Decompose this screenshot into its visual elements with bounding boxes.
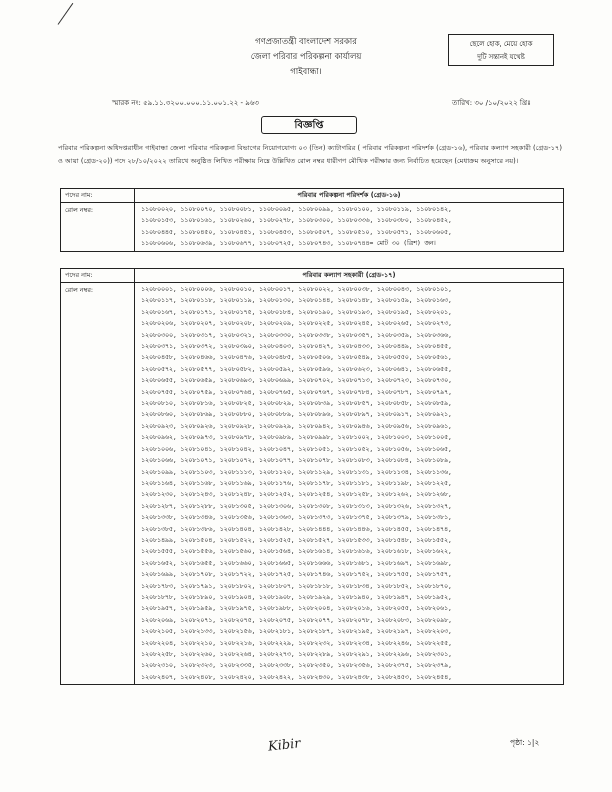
post-label: পদের নাম: bbox=[61, 189, 135, 202]
table-header-row bbox=[61, 189, 563, 203]
roll-line: ১২০৮০৩০০, ১২০৮০৩১৭, ১২০৮০৩২১, ১২০৮০৩৩০, ১২০৮০৩৩৮, ১২০৮০৩৫৭, ১২০৮০৩৫৯, ১২০৮০৩৬৬, bbox=[141, 331, 452, 339]
roll-line: ১২০৮০৭৫৫, ১২০৮০৭৫৯, ১২০৮০৭৬৪, ১২০৮০৭৬৫, ১২০৮০৭৬৭, ১২০৮০৭৮৪, ১২০৮০৭৮৭, ১২০৮০৭৯৭, bbox=[141, 388, 452, 396]
roll-line: ১১০৮০১৫৩, ১১০৮০১৬১, ১১০৮০২৬০, ১১০৮০২৭৮, ১১০৮০৩০০, ১১০৮০৩৩৬, ১১০৮০৩৮০, ১১০৮০৪৫২, bbox=[141, 217, 452, 225]
header-line-government: গণপ্রজাতন্ত্রী বাংলাদেশ সরকার bbox=[255, 36, 357, 46]
header-line-district: গাইবান্ধা। bbox=[290, 66, 322, 76]
roll-line: ১২০৮২১০৫, ১২০৮২১৩৩, ১২০৮২১৫৬, ১২০৮২১৮১, ১২০৮২১৮৭, ১২০৮২১৯৫, ১২০৮২১৯৭, ১২০৮২২০৩, bbox=[141, 628, 452, 636]
roll-line: ১২০৮০৯৬২, ১২০৮০৯৭৩, ১২০৮০৯৭৮, ১২০৮০৯৮৯, ১২০৮০৯৯৮, ১২০৮১০০২, ১২০৮১০০৩, ১২০৮১০০৫, bbox=[141, 434, 452, 442]
roll-line: ১২০৮১২৩০, ১২০৮১২৪৩, ১২০৮১২৪৮, ১২০৮১২৫২, ১২০৮১২৫৪, ১২০৮১২৫৮, ১২০৮১২৬২, ১২০৮১২৬৮, bbox=[141, 491, 452, 499]
table-body-row bbox=[61, 283, 563, 684]
roll-line: ১২০৮১৬৯৯, ১২০৮১৭০৮, ১২০৮১৭২২, ১২০৮১৭২৫, ১২০৮১৭৪৬, ১২০৮১৭৫২, ১২০৮১৭৫৫, ১২০৮১৭৫৭, bbox=[141, 571, 452, 579]
pen-stroke-mark bbox=[58, 3, 74, 25]
roll-line: ১২০৮২৪০৭, ১২০৮২৪০৮, ১২০৮২৪২০, ১২০৮২৪২২, ১২০৮২৪৩০, ১২০৮২৪৩৮, ১২০৮২৪৫৩, ১২০৮২৪৫৪, bbox=[141, 673, 452, 681]
roll-line: ১২০৮১৫৫৫, ১২০৮১৫৫৬, ১২০৮১৫৬০, ১২০৮১৫৬৪, ১২০৮১৬১৪, ১২০৮১৬১৬, ১২০৮১৬১৮, ১২০৮১৬২২, bbox=[141, 548, 452, 556]
roll-line: ১২০৮২০৬৯, ১২০৮২০৭১, ১২০৮২০৭৫, ১২০৮২০৭৫, ১২০৮২০৭৭, ১২০৮২০৭৮, ১২০৮২০৮৩, ১২০৮২০৯৮, bbox=[141, 616, 452, 624]
result-table-assistant bbox=[60, 268, 564, 685]
roll-line: ১২০৮১৩৮৫, ১২০৮১৩৮৬, ১২০৮১৪০৪, ১২০৮১৪২৮, ১২০৮১৪৪৪, ১২০৮১৪৪৬, ১২০৮১৪৫৫, ১২০৮১৪৭৪, bbox=[141, 525, 452, 533]
roll-line: ১২০৮১৮৭৮, ১২০৮১৮৯০, ১২০৮১৯০৪, ১২০৮১৯০৮, ১২০৮১৯২৯, ১২০৮১৯৪০, ১২০৮১৯৪৭, ১২০৮১৯৫২, bbox=[141, 593, 452, 601]
roll-line: ১২০৮১৯৫৭, ১২০৮১৯৫৯, ১২০৮১৯৭৫, ১২০৮১৯৮৮, ১২০৮২০০৪, ১২০৮২০১৬, ১২০৮২০৫৫, ১২০৮২০৬১, bbox=[141, 605, 452, 613]
roll-number-list bbox=[135, 203, 563, 251]
roll-line: ১২০৮০৪৫৮, ১২০৮০৪৬৬, ১২০৮০৪৭৬, ১২০৮০৪৮৫, ১২০৮০৫০৬, ১২০৮০৫৪৯, ১২০৮০৫৫০, ১২০৮০৫৬১, bbox=[141, 354, 452, 362]
roll-line: ১২০৮১৭৮৩, ১২০৮১৭৯১, ১২০৮১৮০২, ১২০৮১৮০৭, ১২০৮১৮১৮, ১২০৮১৮৩৪, ১২০৮১৮৫২, ১২০৮১৮৭০, bbox=[141, 582, 452, 590]
page-number: পৃষ্ঠা: ১|২ bbox=[510, 738, 540, 747]
roll-line: ১১০৮০৬০৬, ১১০৮০৬৩৯, ১১০৮০৬৭৭, ১১০৮০৭২৫, ১১০৮০৭৪৩, ১১০৮০৭৪৪= মোট ৩০ (ত্রিশ) জন। bbox=[141, 240, 436, 248]
slogan-box bbox=[448, 34, 554, 66]
roll-line: ১২০৮০০০১, ১২০৮০০০৬, ১২০৮০০১০, ১২০৮০০১৭, ১২০৮০০২২, ১২০৮০০৩৮, ১২০৮০০৪৩, ১২০৮০১০১, bbox=[141, 286, 452, 293]
issue-date: তারিখ: ৩০ /১০/২০২২ খ্রিঃ bbox=[452, 99, 531, 107]
post-name: পরিবার পরিকল্পনা পরিদর্শক (গ্রেড-১৬) bbox=[297, 191, 401, 199]
roll-line: ১২০৮০১১৭, ১২০৮০১১৮, ১২০৮০১১৯, ১২০৮০১৩০, ১২০৮০১৪৪, ১২০৮০১৪৮, ১২০৮০১৫৯, ১২০৮০১৬৩, bbox=[141, 297, 452, 305]
roll-line: ১২০৮১৪৯৯, ১২০৮১৫০৪, ১২০৮১৫২২, ১২০৮১৫২৫, ১২০৮১৫২৭, ১২০৮১৫৩৩, ১২০৮১৫৪৮, ১২০৮১৫৫২, bbox=[141, 536, 452, 544]
roll-line: ১২০৮০১৬৭, ১২০৮০১৭১, ১২০৮০১৭৫, ১২০৮০১৮৪, ১২০৮০১৯০, ১২০৮০১৯৩, ১২০৮০১৯৫, ১২০৮০২০১, bbox=[141, 308, 452, 316]
roll-line: ১২০৮১৬৫২, ১২০৮১৬৫৫, ১২০৮১৬৬০, ১২০৮১৬৬৫, ১২০৮১৬৬৬, ১২০৮১৬৮১, ১২০৮১৬৯৭, ১২০৮১৬৯৮, bbox=[141, 559, 452, 567]
roll-line: ১২০৮০৮১০, ১২০৮০৮১৬, ১২০৮০৮২৫, ১২০৮০৮২৯, ১২০৮০৮৩৯, ১২০৮০৮৫৭, ১২০৮০৮৫৮, ১২০৮০৮৫৯, bbox=[141, 400, 452, 408]
roll-label: রোল নম্বর: bbox=[61, 203, 135, 251]
post-label: পদের নাম: bbox=[61, 269, 135, 282]
roll-line: ১২০৮০৩৭১, ১২০৮০৩৭২, ১২০৮০৩৯০, ১২০৮০৪০৩, ১২০৮০৪২৭, ১২০৮০৪৩৩, ১২০৮০৪৪৯, ১২০৮০৪৫৫, bbox=[141, 343, 452, 351]
table-header-row bbox=[61, 269, 563, 283]
roll-line: ১১০৮০৪৪৫, ১১০৮০৪৫০, ১১০৮০৪৫১, ১১০৮০৪৫৩, ১১০৮০৫০৭, ১১০৮০৫১০, ১১০৮০৫৭১, ১১০৮০৬০৫, bbox=[141, 228, 452, 236]
post-name: পরিবার কল্যাণ সহকারী (গ্রেড-১৭) bbox=[302, 271, 396, 279]
roll-line: ১২০৮০২০৬, ১২০৮০২০৭, ১২০৮০২০৮, ১২০৮০২০৯, ১২০৮০২২৫, ১২০৮০২৪৫, ১২০৮০২৬৫, ১২০৮০২৭৩, bbox=[141, 320, 452, 328]
roll-line: ১২০৮১২৮৭, ১২০৮১২৮৮, ১২০৮১৩০৫, ১২০৮১৩০৬, ১২০৮১৩০৮, ১২০৮১৩১৩, ১২০৮১৩২৬, ১২০৮১৩২৭, bbox=[141, 502, 452, 510]
roll-line: ১২০৮০৫৭২, ১২০৮০৫৭৭, ১২০৮০৫৮২, ১২০৮০৫৯২, ১২০৮০৫৯৬, ১২০৮০৬২৩, ১২০৮০৬৪১, ১২০৮০৬৫৫, bbox=[141, 365, 452, 373]
roll-line: ১২০৮১০০৬, ১২০৮১০৪১, ১২০৮১০৪২, ১২০৮১০৪৭, ১২০৮১০৫১, ১২০৮১০৫২, ১২০৮১০৫৬, ১২০৮১০৬৫, bbox=[141, 445, 452, 453]
slogan-line-1: ছেলে হোক, মেয়ে হোক bbox=[469, 40, 533, 48]
roll-line: ১২০৮১০৬৬, ১২০৮১০৭১, ১২০৮১০৭২, ১২০৮১০৭৭, ১২০৮১০৭৮, ১২০৮১০৮৩, ১২০৮১০৮৪, ১২০৮১০৮৯, bbox=[141, 457, 452, 465]
slogan-line-2: দুটি সন্তানই যথেষ্ট bbox=[477, 53, 525, 61]
roll-number-list bbox=[135, 283, 563, 684]
roll-line: ১২০৮০৯২৩, ১২০৮০৯২৬, ১২০৮০৯২৮, ১২০৮০৯২৯, ১২০৮০৯৪২, ১২০৮০৯৪৬, ১২০৮০৯৫৬, ১২০৮০৯৬১, bbox=[141, 422, 452, 430]
roll-label: রোল নম্বর: bbox=[61, 283, 135, 684]
roll-line: ১২০৮১৩৩৮, ১২০৮১৩৪৬, ১২০৮১৩৫৬, ১২০৮১৩৬৩, ১২০৮১৩৭৩, ১২০৮১৩৭৫, ১২০৮১৩৭৯, ১২০৮১৩৮১, bbox=[141, 514, 452, 522]
table-body-row bbox=[61, 203, 563, 251]
roll-line: ১২০৮১১৬৪, ১২০৮১১৬৮, ১২০৮১১৬৯, ১২০৮১১৭৬, ১২০৮১১৭৮, ১২০৮১১৮১, ১২০৮১১৯৮, ১২০৮১২২৫, bbox=[141, 479, 452, 487]
roll-line: ১২০৮২৩১০, ১২০৮২৩২৩, ১২০৮২৩৩৫, ১২০৮২৩৩৮, ১২০৮২৩৫০, ১২০৮২৩৫৬, ১২০৮২৩৭৫, ১২০৮২৩৭৯, bbox=[141, 662, 452, 670]
office-header bbox=[200, 34, 412, 79]
result-table-inspector bbox=[60, 188, 564, 252]
memo-number: স্মারক নং: ৫৯.১১.৩২০০.০০০.১১.০০১.২২ - ৯৬৩ bbox=[112, 99, 259, 107]
roll-line: ১১০৮০০২০, ১১০৮০০৭০, ১১০৮০০৮১, ১১০৮০০৯৫, ১১০৮০০৯৯, ১১০৮০১০০, ১১০৮০১১৯, ১১০৮০১৪২, bbox=[141, 206, 452, 213]
page-title: বিজ্ঞপ্তি bbox=[261, 116, 357, 134]
roll-line: ১২০৮০৮৬০, ১২০৮০৮৬৯, ১২০৮০৮৮০, ১২০৮০৮৮৯, ১২০৮০৮৯৬, ১২০৮০৮৯৭, ১২০৮০৯১৭, ১২০৮০৯২১, bbox=[141, 411, 452, 419]
roll-line: ১২০৮২২০৪, ১২০৮২২১০, ১২০৮২২১৬, ১২০৮২২২৯, ১২০৮২২৩২, ১২০৮২২৩৪, ১২০৮২২৪৬, ১২০৮২২৫৫, bbox=[141, 639, 452, 647]
signature: Kibir bbox=[267, 736, 302, 755]
notice-body: পরিবার পরিকল্পনা অধিদপ্তরাধীন গাইবান্ধা জেলা পরিবার পরিকল্পনা বিভাগের নিয়োগযোগ্য ০৩ (তিন) ক্যাটাগরির ( পরিবার পরিকল্পনা পরিদর্শক (গ্রেড-১৬), পরিবার কল্যাণ সহকারী (গ্রেড-১৭) ও আয়া (গ্রেড-২০)) পদে ২৮/১০/২০২২ তারিখে অনুষ্ঠিত লিখিত পরীক্ষায় নিম্নে উল্লিখিত রোল নম্বর ধারীগণ মৌখিক পরীক্ষার জন্য নির্বাচিত হয়েছেন (মেধাক্রম অনুসারে নয়)। bbox=[58, 144, 562, 165]
roll-line: ১২০৮২২৫৮, ১২০৮২২৬০, ১২০৮২২৬৪, ১২০৮২২৭৩, ১২০৮২২৮৯, ১২০৮২২৯১, ১২০৮২২৯৬, ১২০৮২৩০১, bbox=[141, 651, 452, 658]
roll-line: ১২০৮১০৯৯, ১২০৮১১০৩, ১২০৮১১১৩, ১২০৮১১২০, ১২০৮১১২৯, ১২০৮১১৩১, ১২০৮১১৩৪, ১২০৮১১৩৬, bbox=[141, 468, 452, 476]
roll-line: ১২০৮০৬৫৫, ১২০৮০৬৫৯, ১২০৮০৬৯৩, ১২০৮০৬৯৯, ১২০৮০৭০২, ১২০৮০৭১৩, ১২০৮০৭২৩, ১২০৮০৭৩০, bbox=[141, 377, 452, 385]
header-line-office: জেলা পরিবার পরিকল্পনা কার্যালয় bbox=[250, 51, 362, 61]
